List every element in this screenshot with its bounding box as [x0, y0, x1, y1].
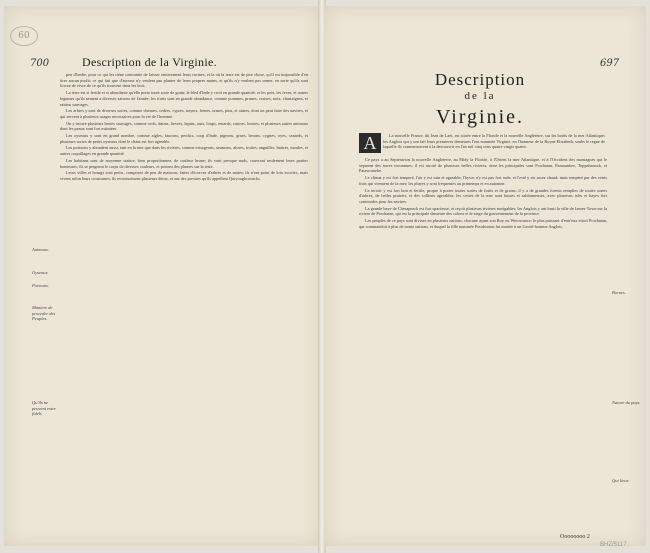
right-paragraph: La nouvelle France, dit Jean de Laet, est située entre la Floride et la nouvelle Angleterre, sur les bords de la mer Atlantique; les Anglois qui y ont fait leurs premieres demeures l'ont nommée Virginie, en l'honneur de la Royne Elizabeth, soubs le regne de laquelle ils commencerent à la descouvrir en l'an mil cinq cens quatre vingts quatre.	[383, 133, 605, 150]
left-paragraph: La terre est si fertile et si abondante qu'elle porte toute sorte de grain; le bled d'Inde y croit en grande quantité, et les pois, les feves, et autres legumes qu'ils sement a diverses saisons de l'année; les fruits sont en grande abondance, comme pommes, prunes, cerises, noix, chastaignes, et raisins sauvages.	[60, 90, 308, 107]
right-paragraph: Ce pays a au Septentrion la nouvelle Angleterre, au Midy la Floride, à l'Orient la mer Atlantique, et à l'Occident des montagnes qui le separent des terres inconnues; il est arrosé de plusieurs belles rivieres, dont les principales sont Powhatan, Pamaunkee, Toppahanock, et Patawomeke.	[359, 157, 607, 174]
left-margin-note: Poissons.	[32, 283, 50, 288]
chapter-title-line1: Description	[434, 70, 526, 89]
right-page-number: 697	[600, 58, 620, 69]
signature-mark: Oooooooo 2	[560, 534, 590, 540]
chapter-title-line2: de la	[464, 90, 496, 102]
right-paragraph: Le terroir y est fort bon et fertile, propre à porter toutes sortes de fruits et de grains; il y a de grandes forests remplies de toutes sortes d'arbres, de belles prairies, et des collines agreables; les costes de la mer sont basses et sablonneuses, avec plusieurs isles et bayes fort commodes pour les navires.	[359, 187, 607, 204]
right-paragraph: Le climat y est fort temperé, l'air y est sain et agreable; l'hyver n'y est pas fort rude, et l'esté y est assez chaud, mais tempéré par des vents frais qui viennent de la mer; les pluyes y sont frequentes au printemps et en automne.	[359, 175, 607, 186]
right-body-text	[359, 157, 607, 532]
right-body-text-top	[383, 133, 605, 153]
left-paragraph: Les oyseaux y sont en grand nombre, comme aigles, faucons, perdrix, coqs d'Inde, pigeons, grues, herons, cygnes, oyes, canards, et plusieurs sortes de petits oyseaux dont le chant est fort agreable.	[60, 133, 308, 144]
left-paragraph: Les arbres y sont de diverses sortes, comme chesnes, cedres, cypres, noyers, frenes, ormes, pins, et autres, dont on peut faire des navires, et qui servent à plusieurs usages necessaires pour la vie de l'homme.	[60, 108, 308, 119]
pencil-annotation: 60	[10, 26, 38, 46]
left-paragraph: Les habitans sont de moyenne stature, bien proportionnez, de couleur brune; ils vont presque nuds, couvrant seulement leurs parties honteuses; ils se peignent le corps de diverses couleurs, et portent des plumes sur la teste.	[60, 157, 308, 169]
shelfmark: BHZ/5117	[600, 542, 627, 548]
drop-cap: A	[359, 133, 381, 153]
left-margin-note: Qu'ils ne peuvent estre fidels	[32, 400, 56, 416]
right-margin-note: Qui lieux	[612, 478, 629, 483]
left-paragraph: Leurs villes et bourgs sont petits, composez de peu de maisons, faites d'écorces d'arbres et de nattes; ils n'ont point de loix escrites, mais vivent selon leurs coustumes; ils reconnoissent plusieurs dieux, et ont des prestres qu'ils appellent Quiyoughcosucks.	[60, 170, 308, 181]
right-margin-note: Bornes.	[612, 290, 626, 295]
chapter-title-line3: Virginie.	[435, 106, 525, 128]
right-paragraph: Les peuples de ce pays sont divisez en plusieurs nations, chacune ayant son Roy ou Werowance; le plus puissant d'entr'eux estoit Powhatan, qui commandoit à plus de trente nations, et duquel la fille nommée Pocahontas fut mariée à un Gentil-homme Anglois.	[359, 218, 607, 229]
left-paragraph: peu d'herbe, pour ce qui les tiéne contrainte de laisser entierement leurs racines, et la où la terre est de pire chose, qu'il est impossible d'en tirer aucun profit; ce qui fait que d'aucuns n'y veulent pas planter de leurs propres mains, et qu'ils n'y veulent pas semer, en sorte qu'ils sont forcez de vivre de ce qu'ils trouvent dans les bois.	[60, 72, 308, 89]
left-running-head: Description de la Virginie.	[82, 55, 217, 69]
right-margin-note: Nature du pays.	[612, 400, 641, 405]
left-margin-note: Oyseaux.	[32, 270, 49, 275]
left-body-text	[60, 72, 308, 527]
left-margin-note: Animaux.	[32, 247, 50, 252]
right-paragraph: La grande baye de Chesapeack est fort spacieuse, et reçoit plusieurs rivieres navigables; les Anglois y ont basti la ville de James-Town sur la riviere de Powhatan, qui est la principale demeure des colons et le siege du gouvernement de la province.	[359, 205, 607, 217]
left-paragraph: Les poissons y abondent aussi, tant en la mer que dans les rivieres, comme esturgeons, saumons, aloses, truites, anguilles, huitres, moules, et autres coquillages en grande quantité.	[60, 145, 308, 157]
left-paragraph: On y trouve plusieurs bestes sauvages, comme cerfs, daims, lievres, lapins, ours, loups, renards, castors, loutres, et plusieurs autres animaux dont les peaux sont fort estimées.	[60, 120, 308, 132]
left-margin-note: Maniere de proceder des Peuples.	[32, 305, 56, 321]
left-page-number: 700	[30, 58, 50, 69]
